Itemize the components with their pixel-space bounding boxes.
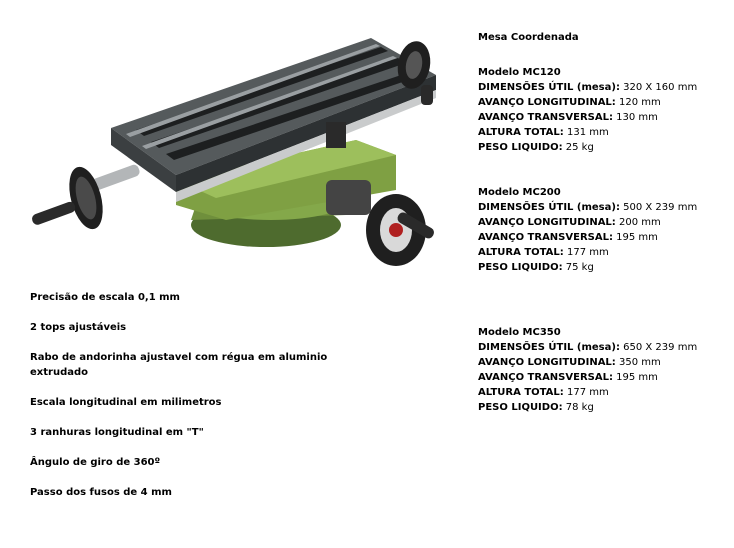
feature-item: Escala longitudinal em milimetros bbox=[30, 397, 222, 408]
feature-item: Rabo de andorinha ajustavel com régua em aluminio extrudado bbox=[30, 352, 328, 378]
model-block-mc200 bbox=[478, 185, 728, 275]
spec-row: AVANÇO TRANSVERSAL: 195 mm bbox=[478, 372, 658, 383]
features-list bbox=[30, 290, 370, 515]
spec-row: PESO LIQUIDO: 25 kg bbox=[478, 142, 594, 153]
spec-row: AVANÇO LONGITUDINAL: 350 mm bbox=[478, 357, 661, 368]
feature-item: 3 ranhuras longitudinal em "T" bbox=[30, 427, 204, 438]
feature-item: Passo dos fusos de 4 mm bbox=[30, 487, 172, 498]
spec-row: AVANÇO TRANSVERSAL: 130 mm bbox=[478, 112, 658, 123]
coordinate-table-illustration bbox=[26, 30, 456, 280]
product-photo bbox=[26, 30, 456, 280]
spec-row: PESO LIQUIDO: 78 kg bbox=[478, 402, 594, 413]
spec-row: ALTURA TOTAL: 177 mm bbox=[478, 247, 609, 258]
spec-row: DIMENSÕES ÚTIL (mesa): 650 X 239 mm bbox=[478, 342, 698, 353]
feature-item: Precisão de escala 0,1 mm bbox=[30, 292, 180, 303]
spec-row: PESO LIQUIDO: 75 kg bbox=[478, 262, 594, 273]
spec-row: DIMENSÕES ÚTIL (mesa): 500 X 239 mm bbox=[478, 202, 698, 213]
model-name: Modelo MC350 bbox=[478, 327, 561, 338]
spec-row: AVANÇO LONGITUDINAL: 200 mm bbox=[478, 217, 661, 228]
feature-item: 2 tops ajustáveis bbox=[30, 322, 127, 333]
model-block-mc120 bbox=[478, 65, 728, 155]
spec-row: AVANÇO TRANSVERSAL: 195 mm bbox=[478, 232, 658, 243]
model-name: Modelo MC120 bbox=[478, 67, 561, 78]
model-name: Modelo MC200 bbox=[478, 187, 561, 198]
spec-row: ALTURA TOTAL: 177 mm bbox=[478, 387, 609, 398]
page-title: Mesa Coordenada bbox=[478, 32, 579, 43]
spec-row: AVANÇO LONGITUDINAL: 120 mm bbox=[478, 97, 661, 108]
model-block-mc350 bbox=[478, 325, 728, 415]
spec-row: ALTURA TOTAL: 131 mm bbox=[478, 127, 609, 138]
feature-item: Ângulo de giro de 360º bbox=[30, 457, 161, 468]
spec-row: DIMENSÕES ÚTIL (mesa): 320 X 160 mm bbox=[478, 82, 698, 93]
